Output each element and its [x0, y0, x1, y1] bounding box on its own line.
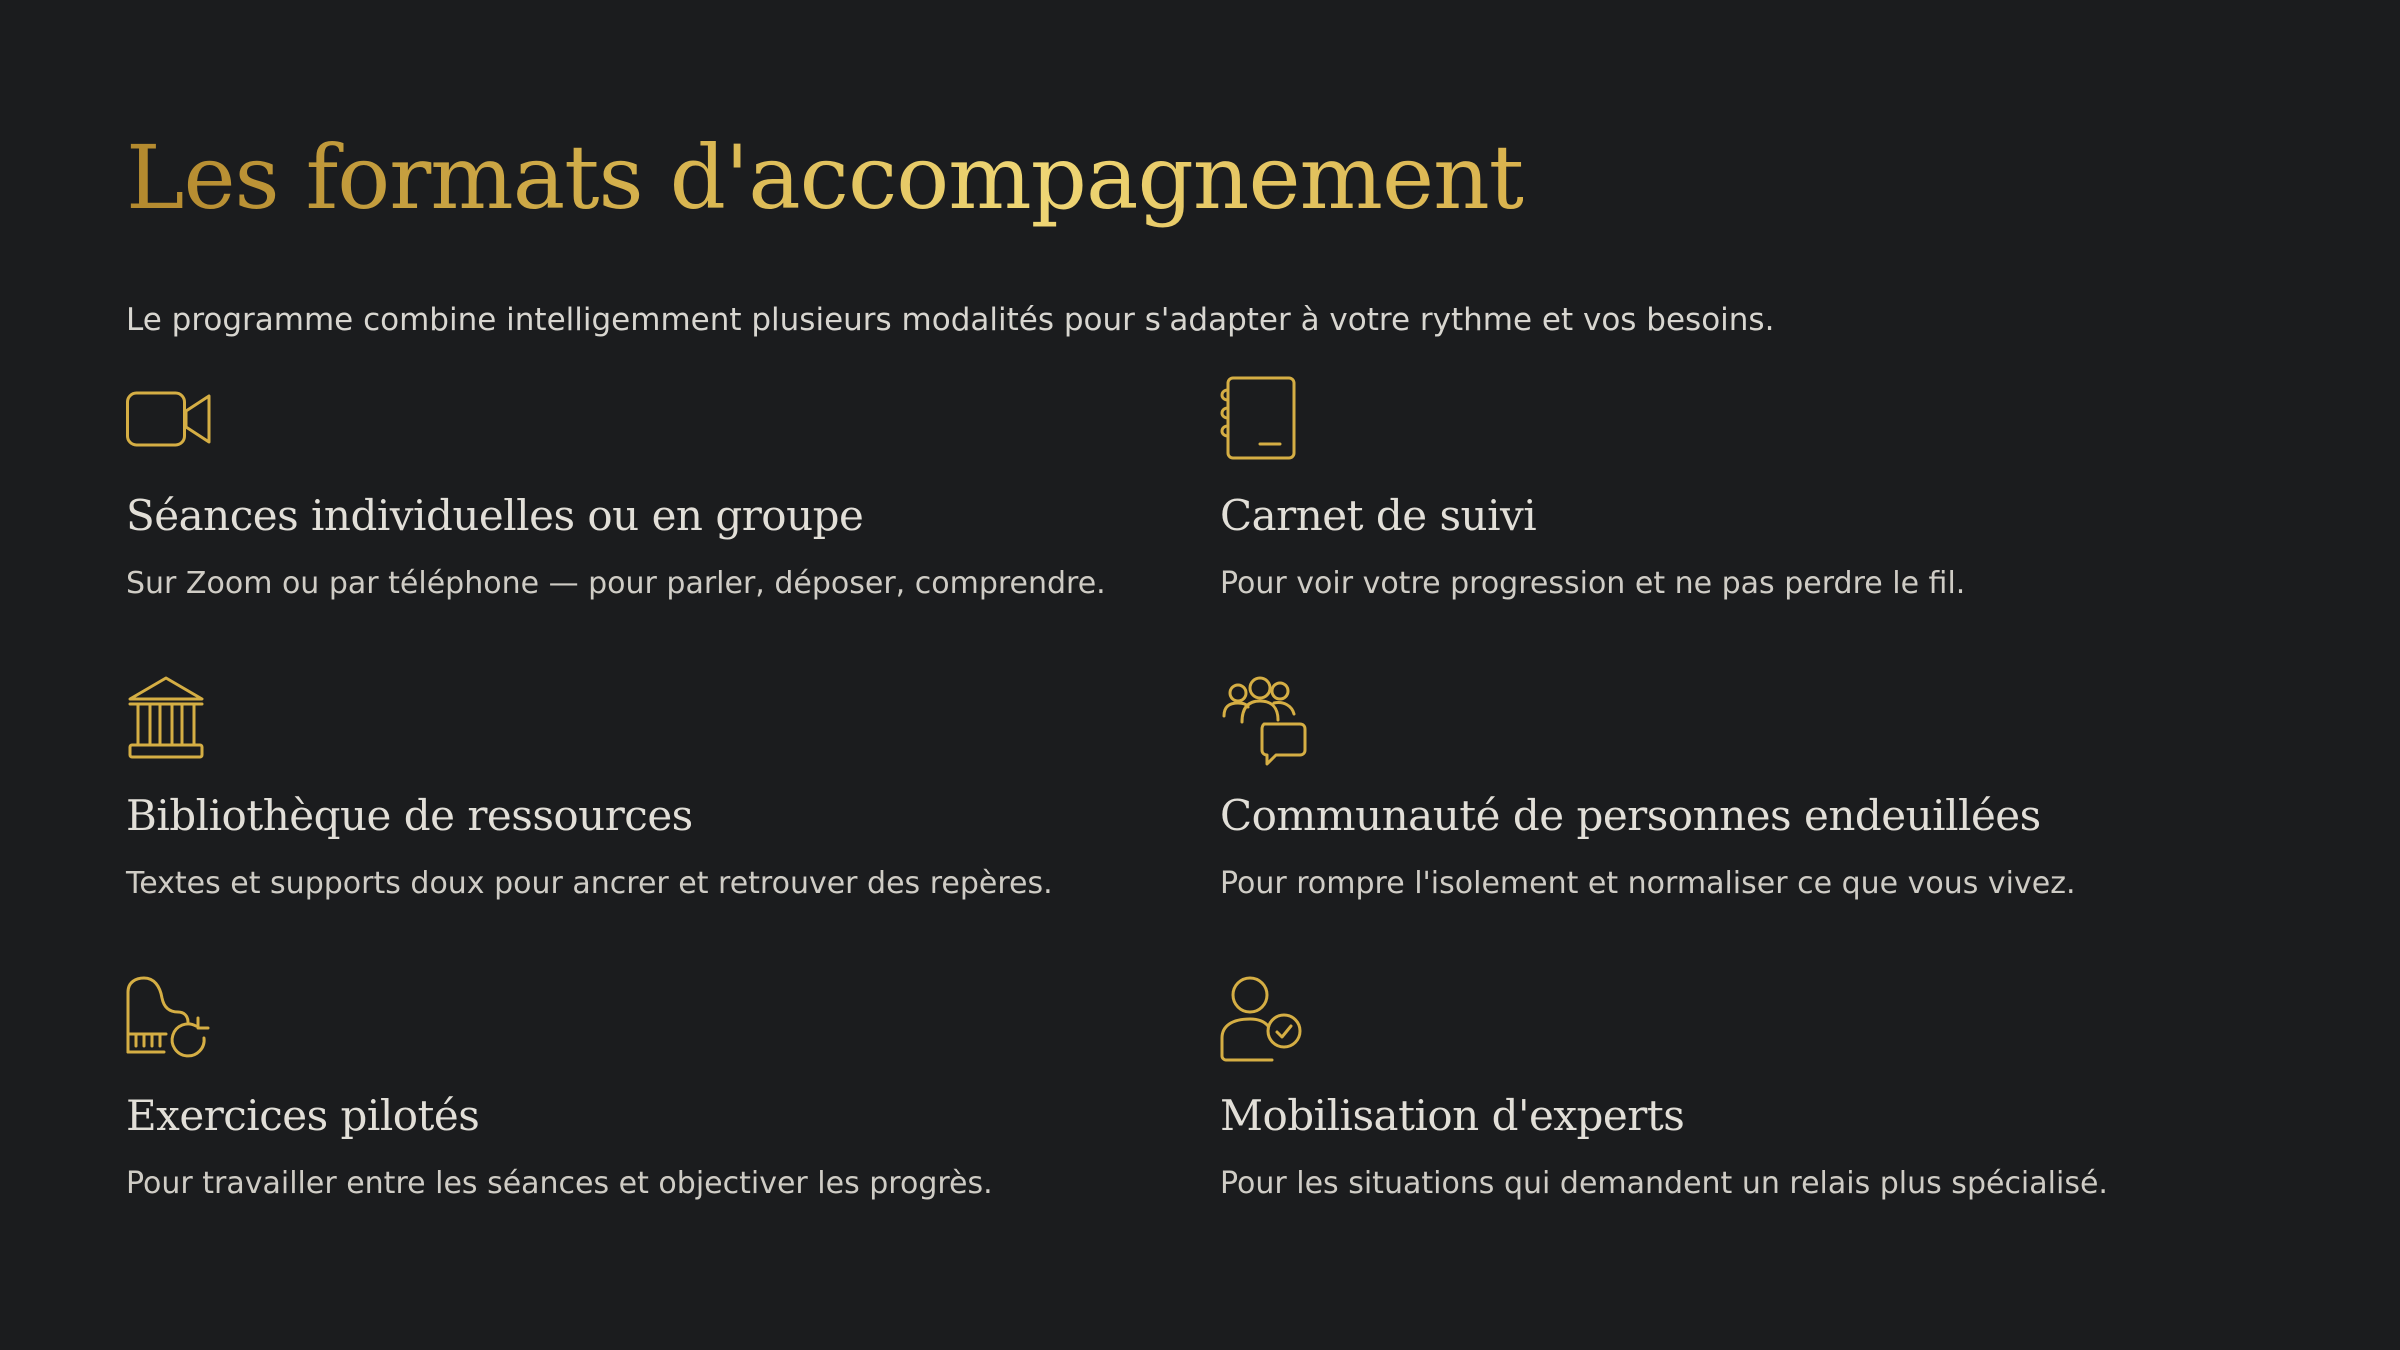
community-chat-icon: [1220, 676, 1310, 766]
expert-check-icon: [1220, 976, 1310, 1066]
format-item-description: Pour travailler entre les séances et objectiver les progrès.: [126, 1166, 993, 1201]
format-item-title: Mobilisation d'experts: [1220, 1091, 1685, 1140]
library-building-icon: [126, 676, 216, 766]
format-item-description: Pour voir votre progression et ne pas perdre le fil.: [1220, 566, 1966, 601]
format-item-title: Communauté de personnes endeuillées: [1220, 791, 2041, 840]
page-subtitle: Le programme combine intelligemment plusieurs modalités pour s'adapter à votre rythme et vos besoins.: [126, 302, 1775, 338]
guided-exercise-icon: [126, 976, 216, 1066]
format-item-title: Séances individuelles ou en groupe: [126, 491, 864, 540]
format-item-description: Pour rompre l'isolement et normaliser ce que vous vivez.: [1220, 866, 2076, 901]
format-item-title: Exercices pilotés: [126, 1091, 480, 1140]
notebook-icon: [1220, 376, 1310, 466]
format-item-description: Pour les situations qui demandent un relais plus spécialisé.: [1220, 1166, 2108, 1201]
video-camera-icon: [126, 376, 216, 466]
page-title: Les formats d'accompagnement: [126, 118, 1523, 238]
format-item-description: Textes et supports doux pour ancrer et retrouver des repères.: [126, 866, 1053, 901]
format-item-title: Carnet de suivi: [1220, 491, 1537, 540]
format-item-title: Bibliothèque de ressources: [126, 791, 693, 840]
format-item-description: Sur Zoom ou par téléphone — pour parler, déposer, comprendre.: [126, 566, 1106, 601]
